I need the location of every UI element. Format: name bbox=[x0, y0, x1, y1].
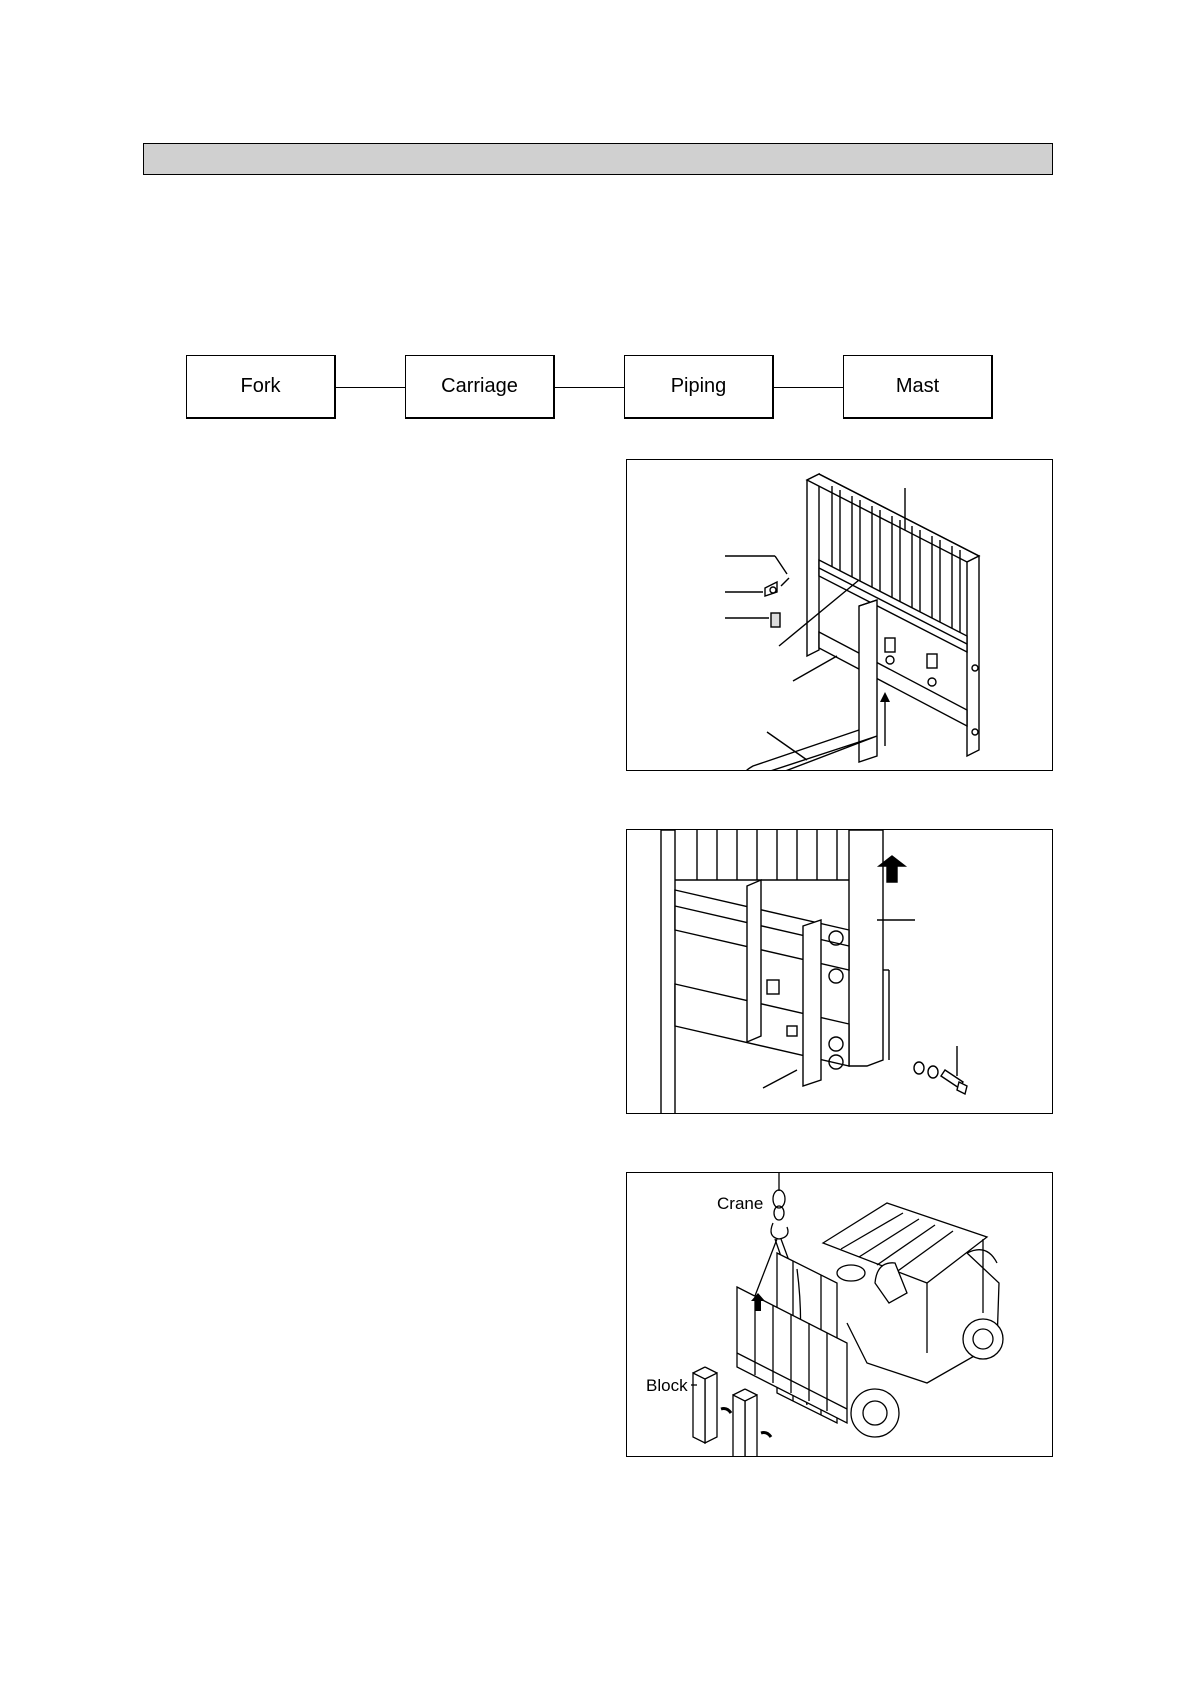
flow-step-carriage: Carriage bbox=[405, 355, 555, 419]
section-header-bar bbox=[143, 143, 1053, 175]
flow-step-mast: Mast bbox=[843, 355, 993, 419]
flow-connector bbox=[555, 387, 625, 388]
carriage-bolt-figure bbox=[626, 829, 1053, 1114]
block-label: Block bbox=[646, 1376, 688, 1395]
crane-label: Crane bbox=[717, 1194, 764, 1213]
forklift-crane-drawing bbox=[627, 1173, 1053, 1457]
crane-lift-figure bbox=[626, 1172, 1053, 1457]
flow-connector bbox=[774, 387, 844, 388]
fork-removal-figure bbox=[626, 459, 1053, 771]
fork-carriage-drawing bbox=[627, 460, 1053, 771]
flow-step-piping: Piping bbox=[624, 355, 774, 419]
flow-connector bbox=[336, 387, 406, 388]
carriage-detail-drawing bbox=[627, 830, 1053, 1114]
flow-step-fork: Fork bbox=[186, 355, 336, 419]
